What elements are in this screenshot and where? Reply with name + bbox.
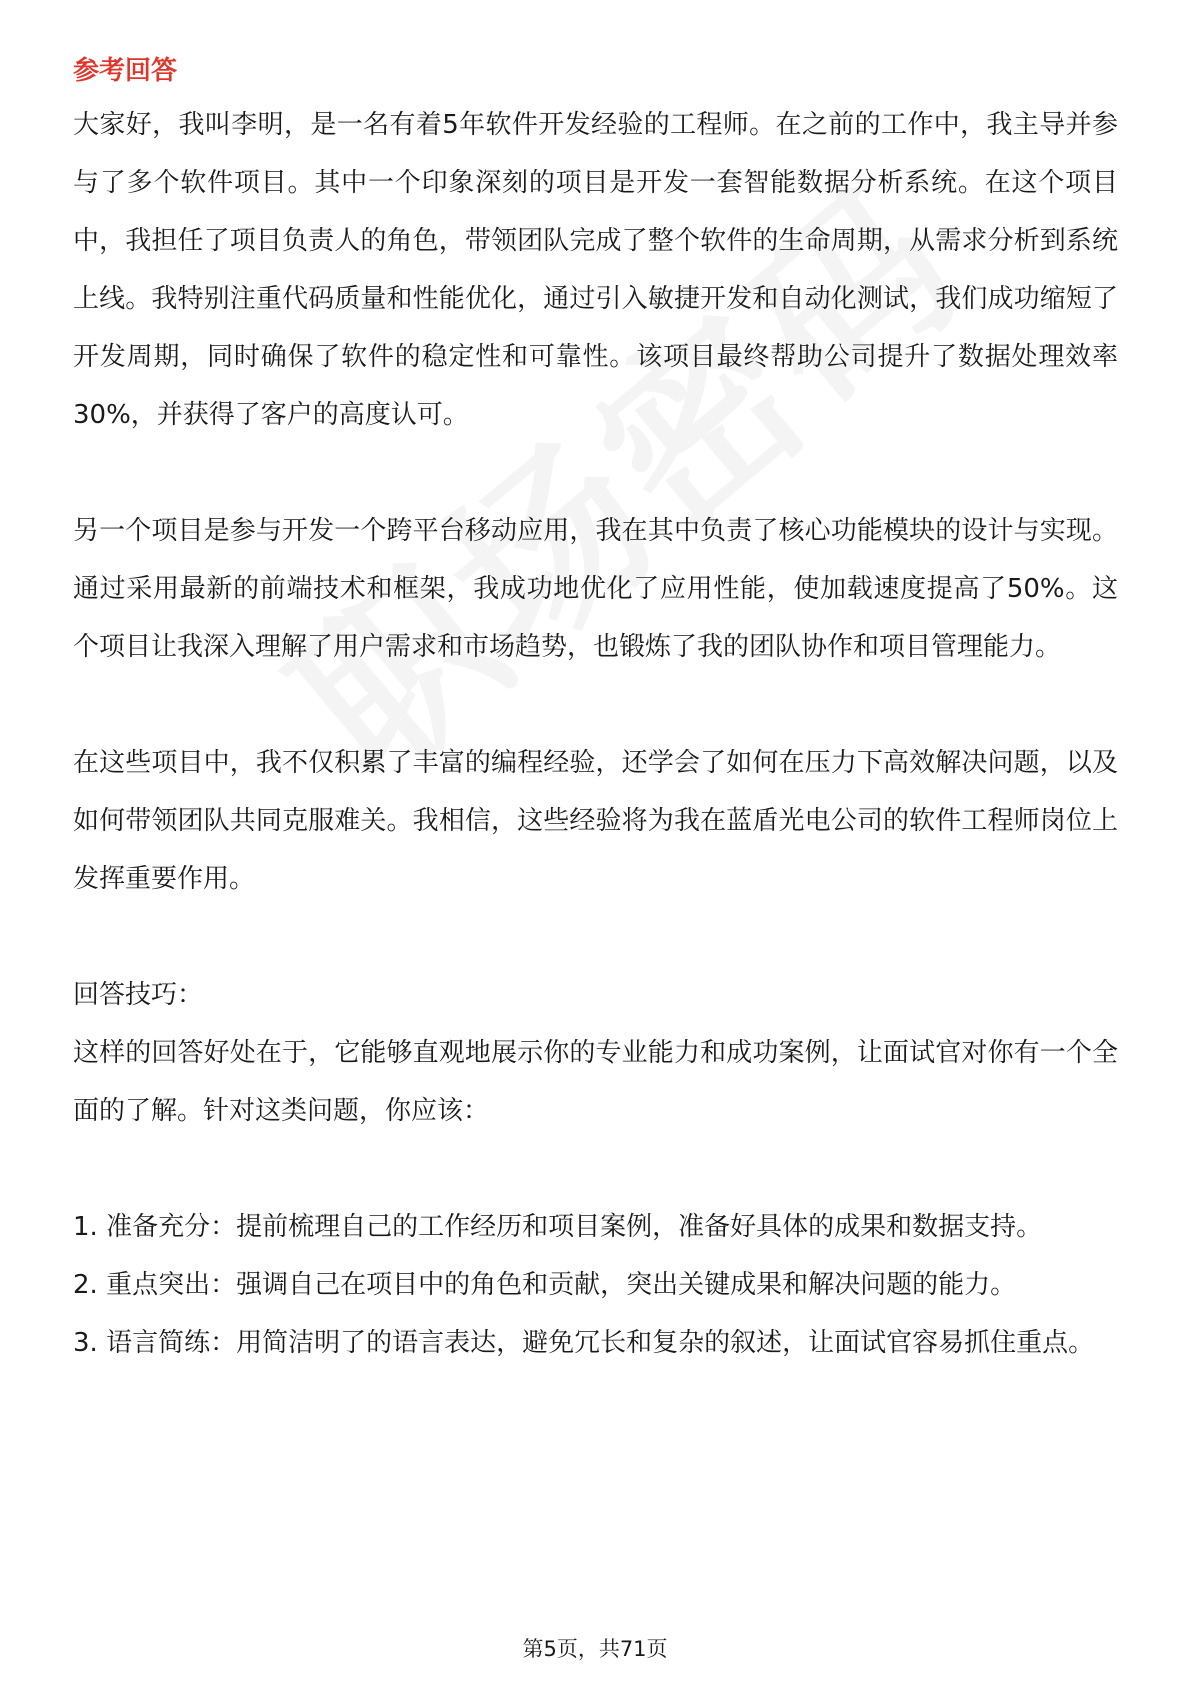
answer-paragraph-2: 另一个项目是参与开发一个跨平台移动应用，我在其中负责了核心功能模块的设计与实现。通过采用最新的前端技术和框架，我成功地优化了应用性能，使加载速度提高了50%。这个项目让我深入理解了用户需求和市场趋势，也锻炼了我的团队协作和项目管理能力。 xyxy=(73,516,1118,662)
answer-paragraph-3: 在这些项目中，我不仅积累了丰富的编程经验，还学会了如何在压力下高效解决问题，以及如何带领团队共同克服难关。我相信，这些经验将为我在蓝盾光电公司的软件工程师岗位上发挥重要作用。 xyxy=(73,748,1118,894)
tip-item-2: 2. 重点突出：强调自己在项目中的角色和贡献，突出关键成果和解决问题的能力。 xyxy=(73,1270,1017,1300)
tips-title: 回答技巧： xyxy=(73,980,204,1010)
tips-intro: 这样的回答好处在于，它能够直观地展示你的专业能力和成功案例，让面试官对你有一个全面的了解。针对这类问题，你应该： xyxy=(73,1038,1118,1126)
section-heading: 参考回答 xyxy=(73,56,178,86)
page-number: 第5页，共71页 xyxy=(522,1637,668,1661)
tip-item-1: 1. 准备充分：提前梳理自己的工作经历和项目案例，准备好具体的成果和数据支持。 xyxy=(73,1212,1043,1242)
answer-paragraph-1: 大家好，我叫李明，是一名有着5年软件开发经验的工程师。在之前的工作中，我主导并参与了多个软件项目。其中一个印象深刻的项目是开发一套智能数据分析系统。在这个项目中，我担任了项目负责人的角色，带领团队完成了整个软件的生命周期，从需求分析到系统上线。我特别注重代码质量和性能优化，通过引入敏捷开发和自动化测试，我们成功缩短了开发周期，同时确保了软件的稳定性和可靠性。该项目最终帮助公司提升了数据处理效率30%，并获得了客户的高度认可。 xyxy=(73,110,1118,430)
tip-item-3: 3. 语言简练：用简洁明了的语言表达，避免冗长和复杂的叙述，让面试官容易抓住重点。 xyxy=(73,1328,1095,1358)
document-body xyxy=(73,46,1118,1372)
